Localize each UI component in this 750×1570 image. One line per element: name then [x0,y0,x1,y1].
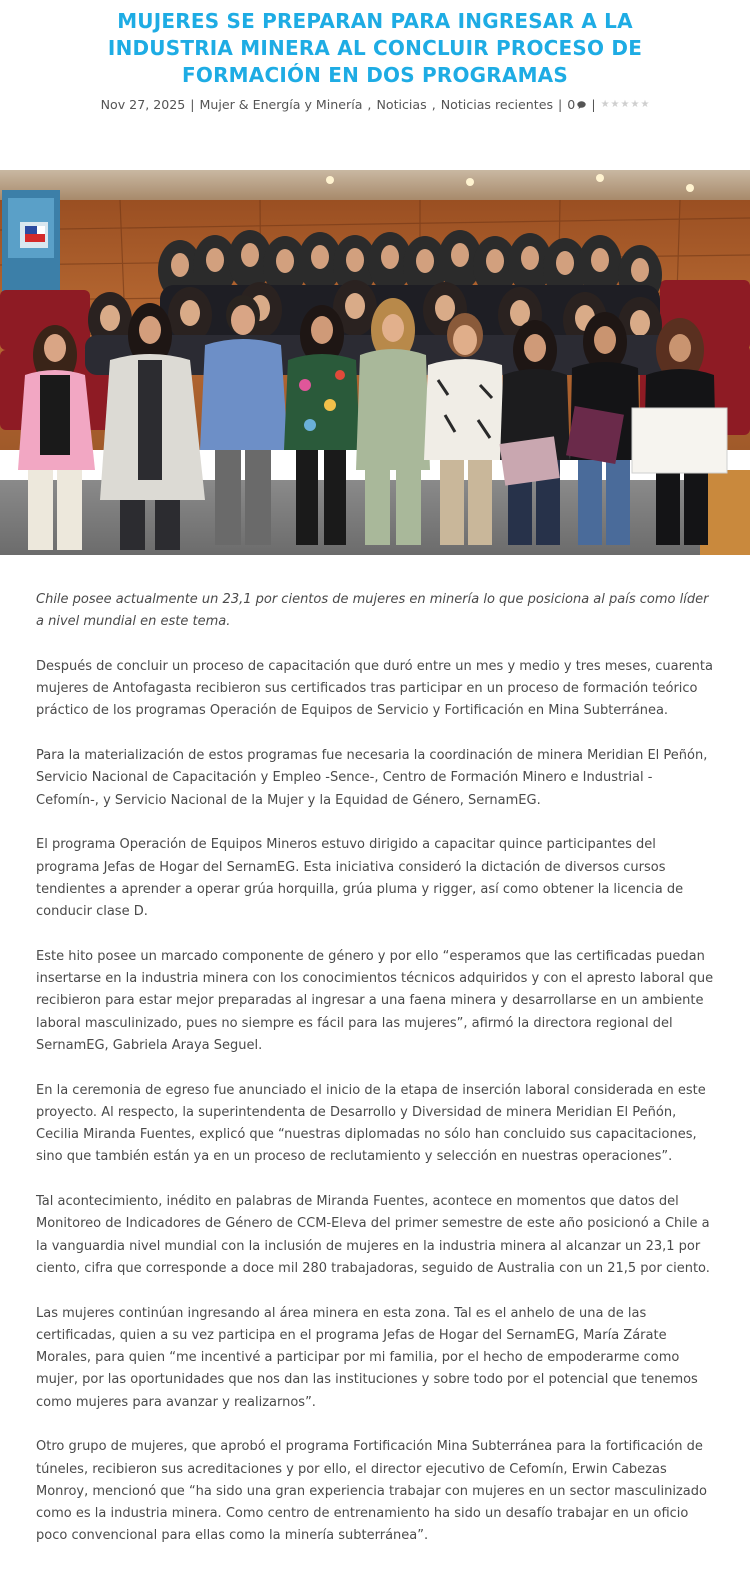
article-paragraph: Tal acontecimiento, inédito en palabras de Miranda Fuentes, acontece en momentos que datos del Monitoreo de Indicadores de Género de CCM-Eleva del primer semestre de este año posicionó a Chile a la vanguardia nivel mundial con la inclusión de mujeres en la industria minera al alcanzar un 23,1 por ciento, cifra que corresponde a doce mil 280 trabajadoras, seguido de Australia con un 21,5 por ciento. [36,1194,710,1276]
article-paragraph: Este hito posee un marcado componente de género y por ello “esperamos que las certificadas puedan insertarse en la industria minera con los conocimientos técnicos adquiridos y con el apresto laboral que recibieron para estar mejor preparadas al ingresar a una faena minera y desarrollarse en un ambiente laboral masculinizado, pues no siempre es fácil para las mujeres”, afirmó la directora regional del SernamEG, Gabriela Araya Seguel. [36,948,714,1053]
article-paragraph: Otro grupo de mujeres, que aprobó el programa Fortificación Mina Subterránea para la fortificación de túneles, recibieron sus acreditaciones y por ello, el director ejecutivo de Cefomín, Erwin Cabezas Monroy, mencionó que “ha sido una gran experiencia trabajar con mujeres en un sector masculinizado como es la industria minera. Como centro de entrenamiento ha sido un desafío trabajar en un oficio poco convencional para ellas como la minería subterránea”. [36,1439,707,1544]
meta-separator: | [190,97,195,112]
group-photo-illustration [0,170,750,555]
comment-count: 0 [567,97,576,112]
article-paragraph: Para la materialización de estos programas fue necesaria la coordinación de minera Meridian El Peñón, Servicio Nacional de Capacitación y Empleo -Sence-, Centro de Formación Minero e Industrial -Cefomín-, y Servicio Nacional de la Mujer y la Equidad de Género, SernamEG. [36,748,708,808]
star-icon[interactable]: ★ [610,98,620,110]
category-link-mujer-energia-mineria[interactable]: Mujer & Energía y Minería [199,97,363,112]
star-rating[interactable] [601,100,650,110]
meta-separator: | [591,97,596,112]
meta-separator: | [558,97,563,112]
star-icon[interactable]: ★ [620,98,630,110]
comment-bubble-icon [577,101,586,109]
star-icon[interactable]: ★ [600,98,610,110]
article-paragraph: El programa Operación de Equipos Mineros estuvo dirigido a capacitar quince participantes del programa Jefas de Hogar del SernamEG. Esta iniciativa consideró la dictación de diversos cursos tendientes a aprender a operar grúa horquilla, grúa pluma y rigger, así como obtener la licencia de conducir clase D. [36,837,684,920]
article-paragraph: Después de concluir un proceso de capacitación que duró entre un mes y medio y tres meses, cuarenta mujeres de Antofagasta recibieron sus certificados tras participar en un proceso de formación teórico práctico de los programas Operación de Equipos de Servicio y Fortificación en Mina Subterránea. [36,658,713,719]
category-link-noticias[interactable]: Noticias [376,97,427,112]
featured-image [0,170,750,555]
post-date: Nov 27, 2025 [100,97,186,112]
comments-link[interactable] [567,97,586,112]
article-paragraph: En la ceremonia de egreso fue anunciado el inicio de la etapa de inserción laboral considerada en este proyecto. Al respecto, la superintendenta de Desarrollo y Diversidad de minera Meridian El Peñón, Cecilia Miranda Fuentes, explicó que “nuestras diplomadas no sólo han concluido sus capacitaciones, sino que también están ya en un proceso de reclutamiento y selección en nuestras operaciones”. [36,1082,706,1165]
article-title: MUJERES SE PREPARAN PARA INGRESAR A LA INDUSTRIA MINERA AL CONCLUIR PROCESO DE FORMACIÓN EN DOS PROGRAMAS [107,9,643,87]
article-header [0,0,750,112]
star-icon[interactable]: ★ [640,98,650,110]
article-body [36,589,714,1570]
category-link-noticias-recientes[interactable]: Noticias recientes [440,97,554,112]
article-paragraph: Las mujeres continúan ingresando al área minera en esta zona. Tal es el anhelo de una de las certificadas, quien a su vez participa en el programa Jefas de Hogar del SernamEG, María Zárate Morales, para quien “me incentivé a participar por mi familia, por el hecho de empoderarme como mujer, por las oportunidades que nos dan las instituciones y sobre todo por el potencial que tenemos como mujeres para avanzar y realizarnos”. [36,1305,698,1410]
star-icon[interactable]: ★ [630,98,640,110]
post-meta: Nov 27, 2025 | Mujer & Energía y Minería , Noticias , Noticias recientes | 0 | ★ ★ ★ ★ ★ [100,97,650,112]
article-lead: Chile posee actualmente un 23,1 por cientos de mujeres en minería lo que posiciona al país como líder a nivel mundial en este tema. [36,592,709,630]
